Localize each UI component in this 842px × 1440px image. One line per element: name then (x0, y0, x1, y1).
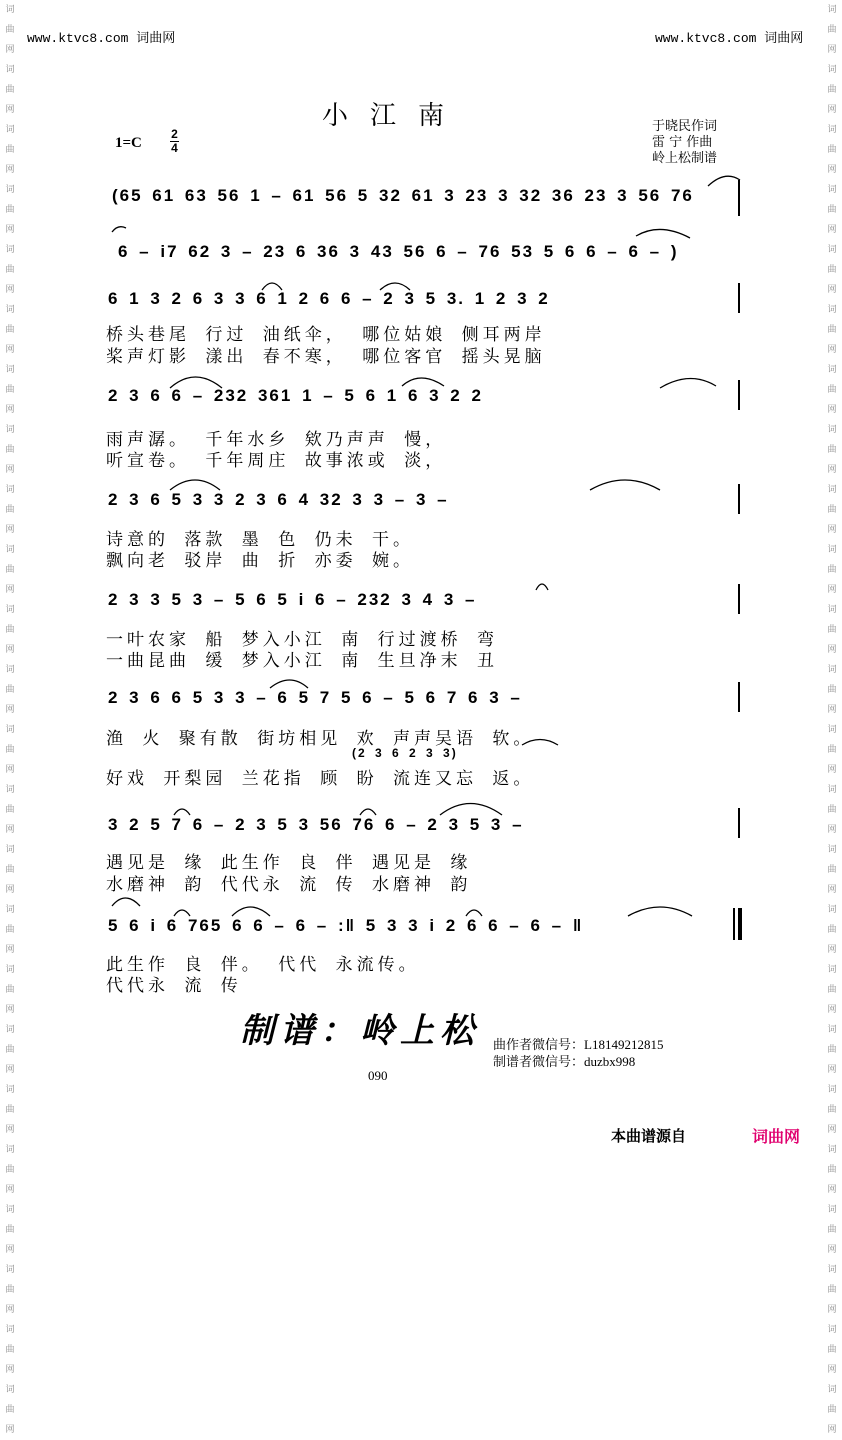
score-line-7-lyric-2: 好戏 开梨园 兰花指 顾 盼 流连又忘 返。 (106, 769, 535, 789)
score-line-6-lyric-1: 一叶农家 船 梦入小江 南 行过渡桥 弯 (106, 630, 499, 650)
score-line-7-notes: 2 3 6 6 5 3 3 – 6 5 7 5 6 – 5 6 7 6 3 – (108, 688, 522, 707)
score-line-3-lyric-2: 桨声灯影 漾出 春不寒， 哪位客官 摇头晃脑 (106, 347, 546, 367)
score-line-4-notes: 2 3 6 6 – 232 361 1 – 5 6 1 6 3 2 2 (108, 386, 483, 405)
score-line-9-lyric-2: 代代永 流 传 (106, 976, 242, 996)
page-number: 090 (368, 1068, 388, 1083)
right-watermark: 词曲网词曲网词曲网词曲网词曲网词曲网词曲网词曲网词曲网词曲网词曲网词曲网词曲网词曲网词曲网词曲网词曲网词曲网词曲网词曲网词曲网词曲网词曲网词曲网 (827, 5, 837, 1435)
composer-wechat: 曲作者微信号：L18149212815 (493, 1037, 664, 1052)
score-line-9-notes: 5 6 i 6 765 6 6 – 6 – :‖ 5 3 3 i 2 6 6 – 6 – ‖ (108, 916, 584, 935)
arranger-credit: 岭上松制谱 (652, 151, 718, 166)
score-line-4-lyric-2: 听宣卷。 千年周庄 故事浓或 淡， (106, 451, 447, 471)
score-line-2-notes: 6 – i7 62 3 – 23 6 36 3 43 56 6 – 76 53 5 6 6 – 6 – ) (118, 242, 679, 261)
score-line-8-lyric-1: 遇见是 缘 此生作 良 伴 遇见是 缘 (106, 853, 472, 873)
score-line-6-lyric-2: 一曲昆曲 缓 梦入小江 南 生旦净末 丑 (106, 651, 499, 671)
time-bottom: 4 (171, 141, 178, 155)
left-watermark: 词曲网词曲网词曲网词曲网词曲网词曲网词曲网词曲网词曲网词曲网词曲网词曲网词曲网词曲网词曲网词曲网词曲网词曲网词曲网词曲网词曲网词曲网词曲网词曲网 (5, 5, 15, 1435)
score-line-3-notes: 6 1 3 2 6 3 3 6 1 2 6 6 – 2 3 5 3. 1 2 3 2 (108, 289, 550, 308)
score-line-6-notes: 2 3 3 5 3 – 5 6 5 i 6 – 232 3 4 3 – (108, 590, 477, 609)
time-top: 2 (171, 127, 178, 141)
arranger-wechat: 制谱者微信号：duzbx998 (493, 1054, 636, 1069)
source-brand-link[interactable]: 词曲网 (752, 1127, 801, 1146)
score-line-7-alt-notes: (2 3 6 2 3 3) (352, 746, 458, 760)
score-line-5-lyric-2: 飘向老 驳岸 曲 折 亦委 婉。 (106, 551, 415, 571)
composer-credit: 雷 宁 作曲 (652, 135, 713, 150)
score-line-7-lyric-1: 渔 火 聚有散 街坊相见 欢 声声吴语 软。 (106, 729, 535, 749)
score-line-8-lyric-2: 水磨神 韵 代代永 流 传 水磨神 韵 (106, 875, 472, 895)
score-line-1-notes: (65 61 63 56 1 – 61 56 5 32 61 3 23 3 32 36 23 3 56 76 (112, 186, 694, 205)
score-line-3-lyric-1: 桥头巷尾 行过 油纸伞， 哪位姑娘 侧耳两岸 (106, 325, 546, 345)
score-line-8-notes: 3 2 5 7 6 – 2 3 5 3 56 76 6 – 2 3 5 3 – (108, 815, 524, 834)
score-line-5-notes: 2 3 6 5 3 3 2 3 6 4 32 3 3 – 3 – (108, 490, 449, 509)
source-label: 本曲谱源自 (611, 1127, 687, 1145)
key-signature: 1=C (115, 135, 142, 151)
arranger-signature: 制谱：岭上松 (240, 1011, 480, 1051)
lyricist-credit: 于晓民作词 (652, 119, 718, 134)
site-header-left[interactable]: www.ktvc8.com 词曲网 (27, 31, 176, 46)
score-line-4-lyric-1: 雨声潺。 千年水乡 欸乃声声 慢， (106, 430, 447, 450)
site-header-right[interactable]: www.ktvc8.com 词曲网 (655, 31, 804, 46)
score-line-5-lyric-1: 诗意的 落款 墨 色 仍未 干。 (106, 530, 415, 550)
song-title: 小江南 (322, 101, 467, 131)
score-line-9-lyric-1: 此生作 良 伴。 代代 永流传。 (106, 955, 420, 975)
